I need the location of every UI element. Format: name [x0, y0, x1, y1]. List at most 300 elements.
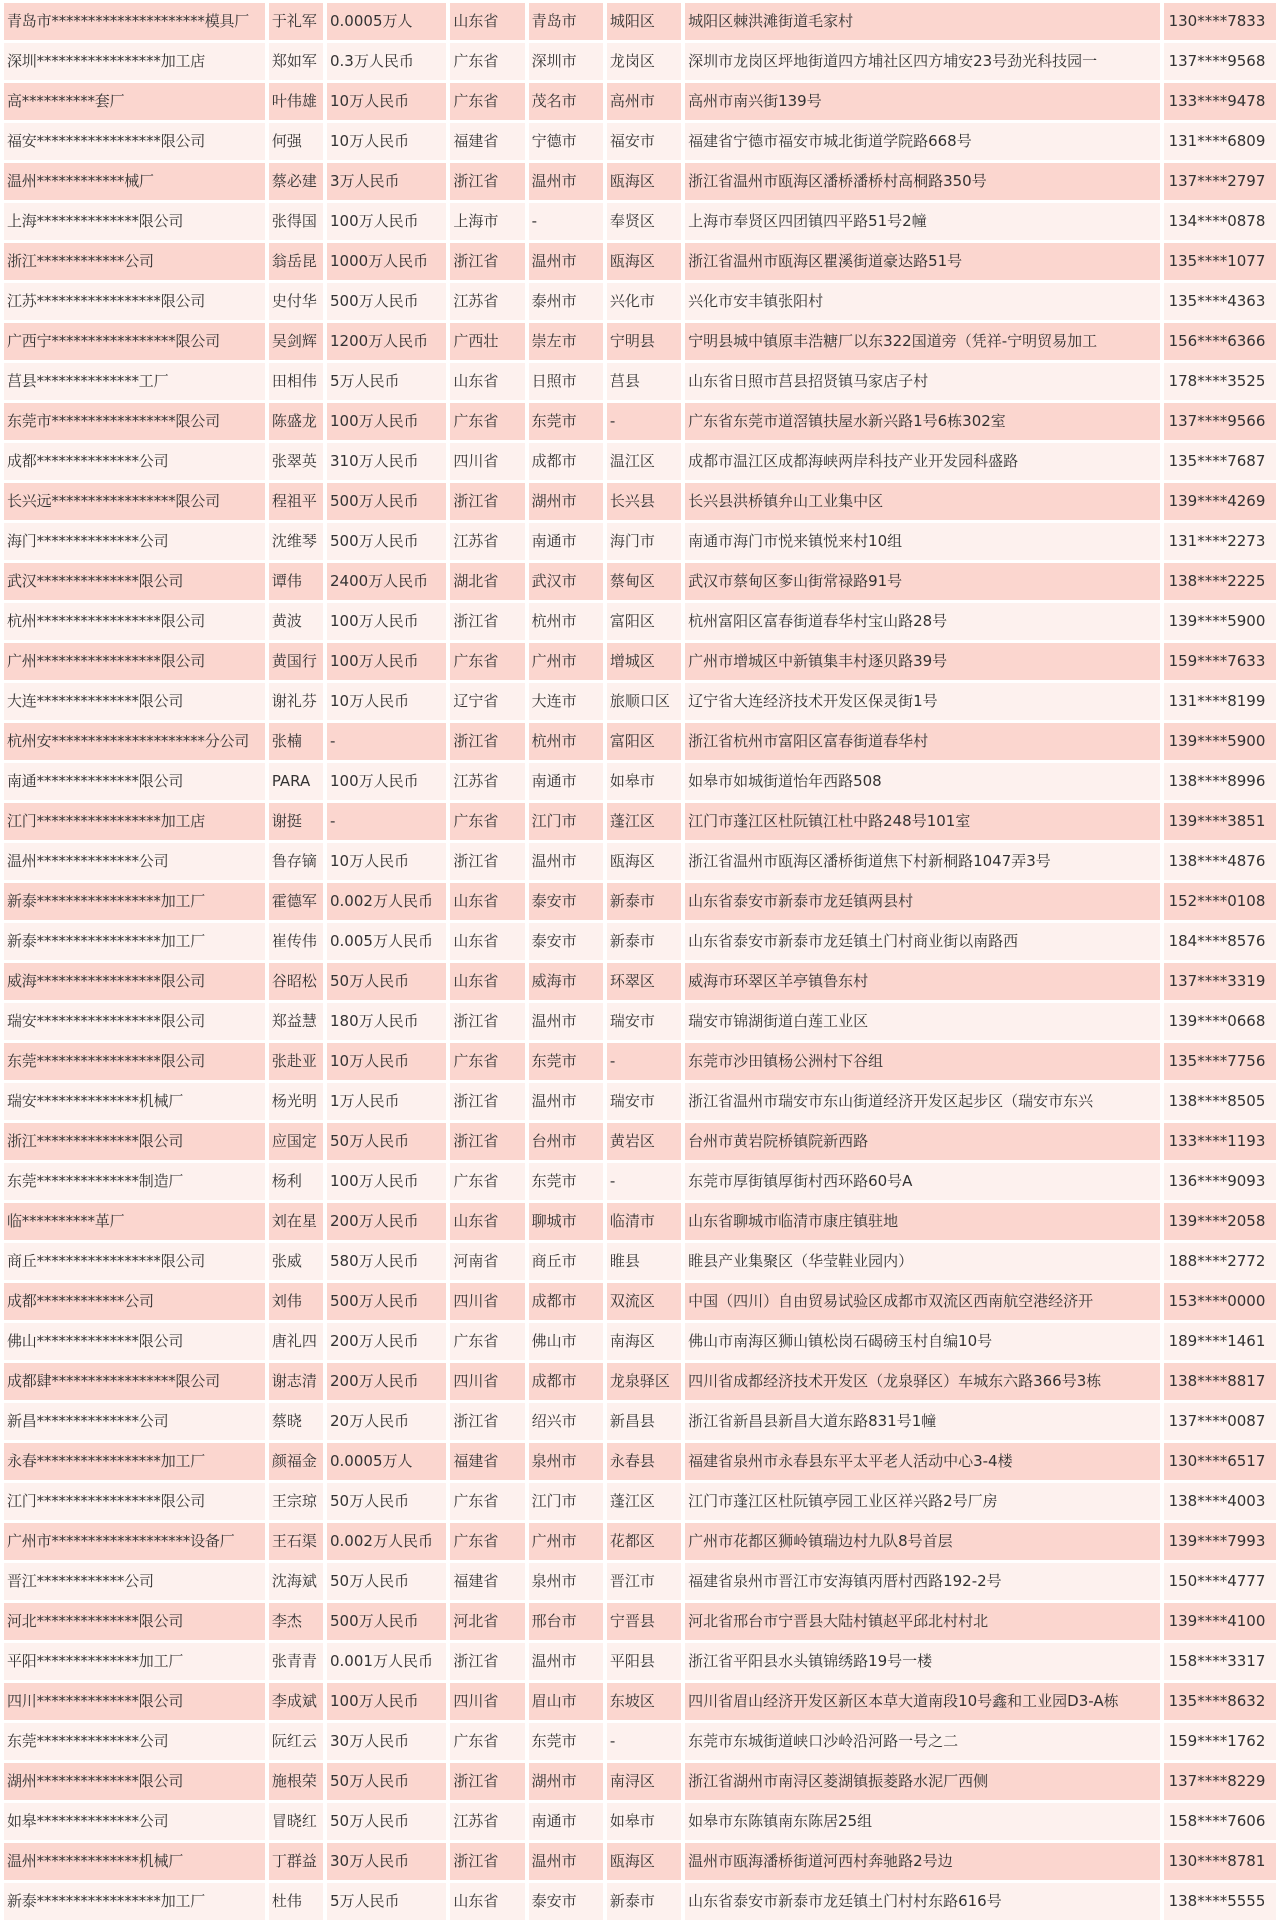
address-cell: 广州市花都区狮岭镇瑞边村九队8号首层: [685, 1523, 1160, 1560]
phone-cell: 158****7606: [1164, 1803, 1276, 1840]
address-cell: 高州市南兴街139号: [685, 83, 1160, 120]
registered-capital-cell: 500万人民币: [327, 483, 446, 520]
legal-person-cell: 谷昭松: [269, 963, 323, 1000]
phone-cell: 188****2772: [1164, 1243, 1276, 1280]
registered-capital-cell: 100万人民币: [327, 643, 446, 680]
company-name-cell: 东莞**************制造厂: [4, 1163, 265, 1200]
legal-person-cell: 张得国: [269, 203, 323, 240]
registered-capital-cell: 580万人民币: [327, 1243, 446, 1280]
address-cell: 山东省泰安市新泰市龙廷镇土门村村东路616号: [685, 1883, 1160, 1920]
address-cell: 威海市环翠区羊亭镇鲁东村: [685, 963, 1160, 1000]
phone-cell: 133****1193: [1164, 1123, 1276, 1160]
registered-capital-cell: 500万人民币: [327, 1603, 446, 1640]
company-name-cell: 瑞安*****************限公司: [4, 1003, 265, 1040]
district-cell: 瓯海区: [607, 243, 681, 280]
address-cell: 浙江省温州市瓯海区瞿溪街道豪达路51号: [685, 243, 1160, 280]
table-row: [4, 1243, 1276, 1280]
province-cell: 浙江省: [450, 843, 524, 880]
address-cell: 宁明县城中镇原丰浩糖厂以东322国道旁（凭祥-宁明贸易加工: [685, 323, 1160, 360]
phone-cell: 139****5900: [1164, 723, 1276, 760]
registered-capital-cell: 0.0005万人: [327, 1443, 446, 1480]
province-cell: 山东省: [450, 963, 524, 1000]
phone-cell: 131****2273: [1164, 523, 1276, 560]
province-cell: 广东省: [450, 1163, 524, 1200]
legal-person-cell: 陈盛龙: [269, 403, 323, 440]
province-cell: 四川省: [450, 1363, 524, 1400]
registered-capital-cell: 100万人民币: [327, 603, 446, 640]
district-cell: 高州市: [607, 83, 681, 120]
city-cell: 泉州市: [529, 1563, 603, 1600]
address-cell: 浙江省新昌县新昌大道东路831号1幢: [685, 1403, 1160, 1440]
table-row: [4, 123, 1276, 160]
address-cell: 山东省泰安市新泰市龙廷镇土门村商业街以南路西: [685, 923, 1160, 960]
legal-person-cell: 谢志清: [269, 1363, 323, 1400]
table-row: [4, 803, 1276, 840]
address-cell: 辽宁省大连经济技术开发区保灵街1号: [685, 683, 1160, 720]
city-cell: 成都市: [529, 443, 603, 480]
city-cell: 眉山市: [529, 1683, 603, 1720]
registered-capital-cell: 200万人民币: [327, 1363, 446, 1400]
city-cell: 杭州市: [529, 723, 603, 760]
address-cell: 温州市瓯海潘桥街道河西村奔驰路2号边: [685, 1843, 1160, 1880]
table-row: [4, 163, 1276, 200]
city-cell: 广州市: [529, 1523, 603, 1560]
registered-capital-cell: 0.005万人民币: [327, 923, 446, 960]
legal-person-cell: 杜伟: [269, 1883, 323, 1920]
registered-capital-cell: 100万人民币: [327, 403, 446, 440]
district-cell: 睢县: [607, 1243, 681, 1280]
legal-person-cell: 叶伟雄: [269, 83, 323, 120]
phone-cell: 150****4777: [1164, 1563, 1276, 1600]
registered-capital-cell: 100万人民币: [327, 1163, 446, 1200]
registered-capital-cell: 10万人民币: [327, 843, 446, 880]
legal-person-cell: 黄波: [269, 603, 323, 640]
phone-cell: 159****1762: [1164, 1723, 1276, 1760]
phone-cell: 133****9478: [1164, 83, 1276, 120]
address-cell: 成都市温江区成都海峡两岸科技产业开发园科盛路: [685, 443, 1160, 480]
company-name-cell: 瑞安**************机械厂: [4, 1083, 265, 1120]
district-cell: 蔡甸区: [607, 563, 681, 600]
district-cell: 瓯海区: [607, 163, 681, 200]
legal-person-cell: 鲁存镝: [269, 843, 323, 880]
company-name-cell: 福安*****************限公司: [4, 123, 265, 160]
city-cell: 温州市: [529, 843, 603, 880]
company-name-cell: 广西宁*****************限公司: [4, 323, 265, 360]
legal-person-cell: 阮红云: [269, 1723, 323, 1760]
registered-capital-cell: -: [327, 723, 446, 760]
table-row: [4, 1403, 1276, 1440]
legal-person-cell: 郑益慧: [269, 1003, 323, 1040]
city-cell: 绍兴市: [529, 1403, 603, 1440]
province-cell: 江苏省: [450, 523, 524, 560]
city-cell: 聊城市: [529, 1203, 603, 1240]
registered-capital-cell: 2400万人民币: [327, 563, 446, 600]
legal-person-cell: 施根荣: [269, 1763, 323, 1800]
phone-cell: 137****9568: [1164, 43, 1276, 80]
district-cell: 龙岗区: [607, 43, 681, 80]
city-cell: 茂名市: [529, 83, 603, 120]
phone-cell: 138****8505: [1164, 1083, 1276, 1120]
phone-cell: 130****8781: [1164, 1843, 1276, 1880]
legal-person-cell: 王宗琼: [269, 1483, 323, 1520]
registered-capital-cell: 100万人民币: [327, 1683, 446, 1720]
company-name-cell: 江门*****************限公司: [4, 1483, 265, 1520]
province-cell: 广东省: [450, 1523, 524, 1560]
phone-cell: 137****2797: [1164, 163, 1276, 200]
legal-person-cell: 杨光明: [269, 1083, 323, 1120]
legal-person-cell: 谢挺: [269, 803, 323, 840]
legal-person-cell: 田相伟: [269, 363, 323, 400]
phone-cell: 138****4003: [1164, 1483, 1276, 1520]
company-name-cell: 高**********套厂: [4, 83, 265, 120]
company-name-cell: 成都**************公司: [4, 443, 265, 480]
district-cell: 增城区: [607, 643, 681, 680]
table-row: [4, 1683, 1276, 1720]
city-cell: 江门市: [529, 803, 603, 840]
city-cell: 杭州市: [529, 603, 603, 640]
table-row: [4, 883, 1276, 920]
district-cell: 新泰市: [607, 923, 681, 960]
legal-person-cell: 翁岳昆: [269, 243, 323, 280]
phone-cell: 135****4363: [1164, 283, 1276, 320]
registered-capital-cell: 5万人民币: [327, 1883, 446, 1920]
phone-cell: 138****4876: [1164, 843, 1276, 880]
legal-person-cell: 崔传伟: [269, 923, 323, 960]
registered-capital-cell: 0.3万人民币: [327, 43, 446, 80]
table-row: [4, 1283, 1276, 1320]
legal-person-cell: 颜福金: [269, 1443, 323, 1480]
registered-capital-cell: 10万人民币: [327, 123, 446, 160]
district-cell: 永春县: [607, 1443, 681, 1480]
phone-cell: 139****5900: [1164, 603, 1276, 640]
province-cell: 江苏省: [450, 283, 524, 320]
registered-capital-cell: 50万人民币: [327, 1763, 446, 1800]
table-row: [4, 1003, 1276, 1040]
district-cell: 环翠区: [607, 963, 681, 1000]
table-row: [4, 1803, 1276, 1840]
table-row: [4, 3, 1276, 40]
phone-cell: 130****6517: [1164, 1443, 1276, 1480]
table-row: [4, 363, 1276, 400]
city-cell: 湖州市: [529, 483, 603, 520]
registered-capital-cell: 0.0005万人: [327, 3, 446, 40]
city-cell: 泉州市: [529, 1443, 603, 1480]
phone-cell: 139****2058: [1164, 1203, 1276, 1240]
company-name-cell: 新泰*****************加工厂: [4, 1883, 265, 1920]
table-row: [4, 443, 1276, 480]
table-row: [4, 843, 1276, 880]
phone-cell: 178****3525: [1164, 363, 1276, 400]
city-cell: -: [529, 203, 603, 240]
company-name-cell: 新泰*****************加工厂: [4, 883, 265, 920]
city-cell: 湖州市: [529, 1763, 603, 1800]
phone-cell: 138****8817: [1164, 1363, 1276, 1400]
company-name-cell: 湖州**************限公司: [4, 1763, 265, 1800]
company-name-cell: 威海*****************限公司: [4, 963, 265, 1000]
table-row: [4, 1083, 1276, 1120]
registered-capital-cell: -: [327, 803, 446, 840]
phone-cell: 135****7687: [1164, 443, 1276, 480]
legal-person-cell: 李成斌: [269, 1683, 323, 1720]
table-row: [4, 323, 1276, 360]
legal-person-cell: 张翠英: [269, 443, 323, 480]
company-name-cell: 成都肆*****************限公司: [4, 1363, 265, 1400]
district-cell: 晋江市: [607, 1563, 681, 1600]
table-row: [4, 1483, 1276, 1520]
province-cell: 湖北省: [450, 563, 524, 600]
address-cell: 福建省泉州市晋江市安海镇丙厝村西路192-2号: [685, 1563, 1160, 1600]
company-name-cell: 东莞*****************限公司: [4, 1043, 265, 1080]
table-row: [4, 1203, 1276, 1240]
address-cell: 江门市蓬江区杜阮镇亭园工业区祥兴路2号厂房: [685, 1483, 1160, 1520]
table-row: [4, 243, 1276, 280]
city-cell: 泰安市: [529, 923, 603, 960]
district-cell: 瓯海区: [607, 843, 681, 880]
address-cell: 上海市奉贤区四团镇四平路51号2幢: [685, 203, 1160, 240]
company-name-cell: 上海**************限公司: [4, 203, 265, 240]
table-row: [4, 1163, 1276, 1200]
province-cell: 广东省: [450, 643, 524, 680]
registered-capital-cell: 30万人民币: [327, 1723, 446, 1760]
company-name-cell: 浙江**************限公司: [4, 1123, 265, 1160]
table-row: [4, 1123, 1276, 1160]
city-cell: 威海市: [529, 963, 603, 1000]
district-cell: 瑞安市: [607, 1003, 681, 1040]
district-cell: 瑞安市: [607, 1083, 681, 1120]
company-name-cell: 河北**************限公司: [4, 1603, 265, 1640]
province-cell: 广东省: [450, 83, 524, 120]
legal-person-cell: 张楠: [269, 723, 323, 760]
district-cell: 如皋市: [607, 763, 681, 800]
table-row: [4, 1763, 1276, 1800]
table-row: [4, 1723, 1276, 1760]
city-cell: 青岛市: [529, 3, 603, 40]
district-cell: 富阳区: [607, 603, 681, 640]
city-cell: 东莞市: [529, 1163, 603, 1200]
phone-cell: 139****4100: [1164, 1603, 1276, 1640]
registered-capital-cell: 0.002万人民币: [327, 883, 446, 920]
phone-cell: 139****7993: [1164, 1523, 1276, 1560]
address-cell: 佛山市南海区狮山镇松岗石碣磅玉村自编10号: [685, 1323, 1160, 1360]
legal-person-cell: 沈海斌: [269, 1563, 323, 1600]
company-name-cell: 商丘*****************限公司: [4, 1243, 265, 1280]
address-cell: 南通市海门市悦来镇悦来村10组: [685, 523, 1160, 560]
phone-cell: 137****3319: [1164, 963, 1276, 1000]
table-row: [4, 1643, 1276, 1680]
company-name-cell: 四川**************限公司: [4, 1683, 265, 1720]
registered-capital-cell: 500万人民币: [327, 523, 446, 560]
address-cell: 福建省泉州市永春县东平太平老人活动中心3-4楼: [685, 1443, 1160, 1480]
address-cell: 瑞安市锦湖街道白莲工业区: [685, 1003, 1160, 1040]
address-cell: 兴化市安丰镇张阳村: [685, 283, 1160, 320]
address-cell: 中国（四川）自由贸易试验区成都市双流区西南航空港经济开: [685, 1283, 1160, 1320]
table-row: [4, 923, 1276, 960]
province-cell: 山东省: [450, 3, 524, 40]
phone-cell: 137****0087: [1164, 1403, 1276, 1440]
registered-capital-cell: 50万人民币: [327, 963, 446, 1000]
address-cell: 杭州富阳区富春街道春华村宝山路28号: [685, 603, 1160, 640]
address-cell: 四川省成都经济技术开发区（龙泉驿区）车城东六路366号3栋: [685, 1363, 1160, 1400]
city-cell: 南通市: [529, 1803, 603, 1840]
registered-capital-cell: 50万人民币: [327, 1483, 446, 1520]
address-cell: 浙江省温州市瓯海区潘桥潘桥村高桐路350号: [685, 163, 1160, 200]
city-cell: 邢台市: [529, 1603, 603, 1640]
table-row: [4, 763, 1276, 800]
province-cell: 浙江省: [450, 1643, 524, 1680]
phone-cell: 130****7833: [1164, 3, 1276, 40]
phone-cell: 153****0000: [1164, 1283, 1276, 1320]
company-name-cell: 平阳**************加工厂: [4, 1643, 265, 1680]
company-name-cell: 永春*****************加工厂: [4, 1443, 265, 1480]
company-name-cell: 广州市*******************设备厂: [4, 1523, 265, 1560]
registered-capital-cell: 50万人民币: [327, 1123, 446, 1160]
city-cell: 泰州市: [529, 283, 603, 320]
city-cell: 成都市: [529, 1363, 603, 1400]
registered-capital-cell: 0.001万人民币: [327, 1643, 446, 1680]
company-name-cell: 长兴远*****************限公司: [4, 483, 265, 520]
phone-cell: 158****3317: [1164, 1643, 1276, 1680]
phone-cell: 135****1077: [1164, 243, 1276, 280]
province-cell: 福建省: [450, 1563, 524, 1600]
company-name-cell: 如皋**************公司: [4, 1803, 265, 1840]
company-name-cell: 南通**************限公司: [4, 763, 265, 800]
registered-capital-cell: 10万人民币: [327, 683, 446, 720]
legal-person-cell: 郑如军: [269, 43, 323, 80]
district-cell: 奉贤区: [607, 203, 681, 240]
province-cell: 河北省: [450, 1603, 524, 1640]
district-cell: 新昌县: [607, 1403, 681, 1440]
province-cell: 广东省: [450, 43, 524, 80]
address-cell: 长兴县洪桥镇弁山工业集中区: [685, 483, 1160, 520]
legal-person-cell: PARA: [269, 763, 323, 800]
province-cell: 江苏省: [450, 1803, 524, 1840]
phone-cell: 139****4269: [1164, 483, 1276, 520]
province-cell: 浙江省: [450, 1083, 524, 1120]
address-cell: 浙江省平阳县水头镇锦绣路19号一楼: [685, 1643, 1160, 1680]
district-cell: 龙泉驿区: [607, 1363, 681, 1400]
table-row: [4, 643, 1276, 680]
province-cell: 浙江省: [450, 243, 524, 280]
company-name-cell: 临**********革厂: [4, 1203, 265, 1240]
province-cell: 浙江省: [450, 1843, 524, 1880]
company-name-cell: 大连**************限公司: [4, 683, 265, 720]
address-cell: 山东省泰安市新泰市龙廷镇两县村: [685, 883, 1160, 920]
legal-person-cell: 黄国行: [269, 643, 323, 680]
phone-cell: 134****0878: [1164, 203, 1276, 240]
legal-person-cell: 于礼军: [269, 3, 323, 40]
table-row: [4, 43, 1276, 80]
table-row: [4, 83, 1276, 120]
district-cell: 临清市: [607, 1203, 681, 1240]
address-cell: 江门市蓬江区杜阮镇江杜中路248号101室: [685, 803, 1160, 840]
address-cell: 山东省聊城市临清市康庄镇驻地: [685, 1203, 1160, 1240]
address-cell: 城阳区棘洪滩街道毛家村: [685, 3, 1160, 40]
address-cell: 广东省东莞市道滘镇扶屋水新兴路1号6栋302室: [685, 403, 1160, 440]
company-name-cell: 江门*****************加工店: [4, 803, 265, 840]
phone-cell: 156****6366: [1164, 323, 1276, 360]
table-row: [4, 603, 1276, 640]
province-cell: 浙江省: [450, 1763, 524, 1800]
table-row: [4, 723, 1276, 760]
table-row: [4, 1523, 1276, 1560]
district-cell: 宁晋县: [607, 1603, 681, 1640]
city-cell: 泰安市: [529, 1883, 603, 1920]
phone-cell: 139****0668: [1164, 1003, 1276, 1040]
registered-capital-cell: 0.002万人民币: [327, 1523, 446, 1560]
table-row: [4, 283, 1276, 320]
table-row: [4, 1843, 1276, 1880]
district-cell: 新泰市: [607, 1883, 681, 1920]
address-cell: 浙江省湖州市南浔区菱湖镇振菱路水泥厂西侧: [685, 1763, 1160, 1800]
company-name-cell: 杭州*****************限公司: [4, 603, 265, 640]
company-name-cell: 温州**************公司: [4, 843, 265, 880]
district-cell: 温江区: [607, 443, 681, 480]
registered-capital-cell: 50万人民币: [327, 1803, 446, 1840]
legal-person-cell: 沈维琴: [269, 523, 323, 560]
district-cell: 旅顺口区: [607, 683, 681, 720]
province-cell: 河南省: [450, 1243, 524, 1280]
phone-cell: 184****8576: [1164, 923, 1276, 960]
city-cell: 宁德市: [529, 123, 603, 160]
city-cell: 温州市: [529, 1643, 603, 1680]
city-cell: 南通市: [529, 523, 603, 560]
legal-person-cell: 谢礼芬: [269, 683, 323, 720]
province-cell: 广东省: [450, 403, 524, 440]
registered-capital-cell: 1000万人民币: [327, 243, 446, 280]
address-cell: 武汉市蔡甸区奓山街常禄路91号: [685, 563, 1160, 600]
table-row: [4, 483, 1276, 520]
address-cell: 如皋市东陈镇南东陈居25组: [685, 1803, 1160, 1840]
province-cell: 广东省: [450, 1323, 524, 1360]
district-cell: 南浔区: [607, 1763, 681, 1800]
company-name-cell: 晋江************公司: [4, 1563, 265, 1600]
address-cell: 河北省邢台市宁晋县大陆村镇赵平邱北村村北: [685, 1603, 1160, 1640]
district-cell: 莒县: [607, 363, 681, 400]
district-cell: -: [607, 1163, 681, 1200]
company-name-cell: 东莞**************公司: [4, 1723, 265, 1760]
district-cell: 城阳区: [607, 3, 681, 40]
district-cell: 东坡区: [607, 1683, 681, 1720]
legal-person-cell: 霍德军: [269, 883, 323, 920]
registered-capital-cell: 1万人民币: [327, 1083, 446, 1120]
province-cell: 浙江省: [450, 1403, 524, 1440]
province-cell: 浙江省: [450, 163, 524, 200]
phone-cell: 137****8229: [1164, 1763, 1276, 1800]
company-name-cell: 杭州安*********************分公司: [4, 723, 265, 760]
company-name-cell: 东莞市*****************限公司: [4, 403, 265, 440]
province-cell: 广东省: [450, 1043, 524, 1080]
province-cell: 上海市: [450, 203, 524, 240]
district-cell: 兴化市: [607, 283, 681, 320]
district-cell: -: [607, 1723, 681, 1760]
registered-capital-cell: 200万人民币: [327, 1203, 446, 1240]
district-cell: 海门市: [607, 523, 681, 560]
district-cell: 新泰市: [607, 883, 681, 920]
phone-cell: 139****3851: [1164, 803, 1276, 840]
registered-capital-cell: 10万人民币: [327, 1043, 446, 1080]
phone-cell: 152****0108: [1164, 883, 1276, 920]
province-cell: 四川省: [450, 443, 524, 480]
registered-capital-cell: 310万人民币: [327, 443, 446, 480]
company-name-cell: 温州************械厂: [4, 163, 265, 200]
address-cell: 东莞市沙田镇杨公洲村下谷组: [685, 1043, 1160, 1080]
city-cell: 成都市: [529, 1283, 603, 1320]
phone-cell: 131****6809: [1164, 123, 1276, 160]
province-cell: 浙江省: [450, 1003, 524, 1040]
table-row: [4, 1603, 1276, 1640]
table-row: [4, 1563, 1276, 1600]
company-name-cell: 海门**************公司: [4, 523, 265, 560]
